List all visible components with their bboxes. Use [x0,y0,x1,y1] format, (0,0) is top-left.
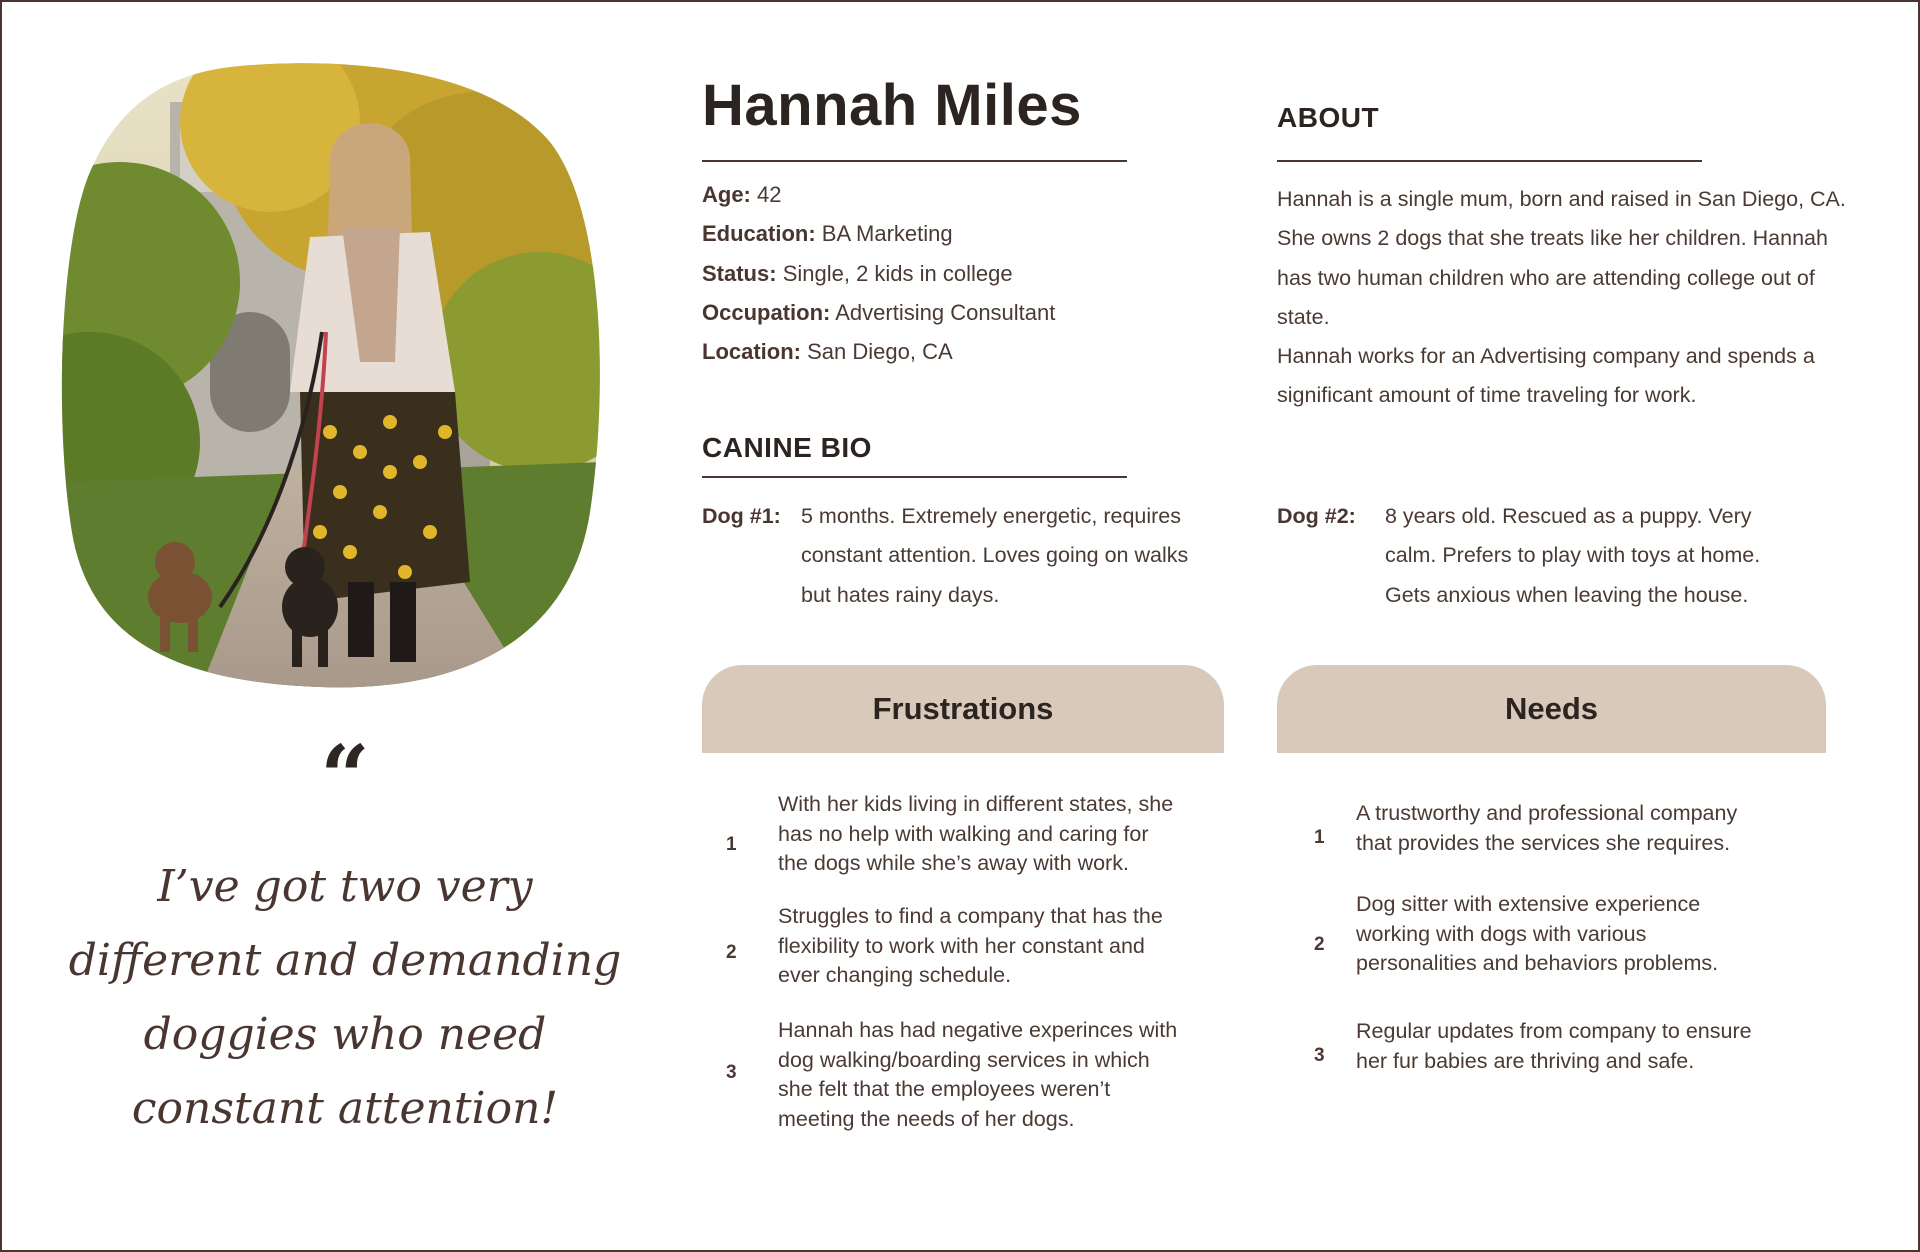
frustrations-header: Frustrations [702,665,1224,753]
needs-header: Needs [1277,665,1826,753]
item-number: 3 [1314,1045,1325,1066]
detail-value: Single, 2 kids in college [782,260,1013,286]
item-number: 3 [726,1062,737,1083]
about-body [1277,180,1847,416]
detail-occupation [702,293,1142,332]
persona-photo [60,62,602,690]
item-number: 1 [1314,827,1325,848]
detail-location [702,332,1142,371]
detail-label: Status: [702,260,777,286]
detail-label: Age: [702,182,751,207]
persona-quote: I’ve got two very different and demanding doggies who need constant attention! [68,861,622,1134]
detail-age [702,175,1142,214]
item-number: 2 [726,942,737,963]
about-divider [1277,160,1702,162]
name-divider [702,160,1127,162]
quote-mark: “ [320,727,370,828]
persona-name: Hannah Miles [702,73,1082,138]
about-paragraph: Hannah is a single mum, born and raised in San Diego, CA. She owns 2 dogs that she treats like her children. Hannah has two human children who are attending college out of state. [1277,187,1846,329]
need-item [1314,1017,1794,1079]
dog-label: Dog #1: [702,504,781,528]
item-text: A trustworthy and professional company that provides the services she requires. [1356,801,1738,855]
item-text: Hannah has had negative experinces with dog walking/boarding services in which she felt that the employees weren’t meeting the needs of her dogs. [778,1018,1178,1131]
item-text: Regular updates from company to ensure her fur babies are thriving and safe. [1356,1019,1752,1073]
item-text: Struggles to find a company that has the flexibility to work with her constant and ever changing schedule. [778,904,1163,987]
item-number: 2 [1314,934,1325,955]
frustration-item [726,790,1186,880]
detail-status [702,254,1142,293]
dog-label: Dog #2: [1277,504,1356,528]
detail-value: San Diego, CA [807,339,953,365]
about-title: ABOUT [1277,102,1380,133]
need-item [1314,890,1794,980]
persona-details [702,175,1142,371]
canine-bio-title: CANINE BIO [702,432,872,463]
about-paragraph: Hannah works for an Advertising company and spends a significant amount of time traveling for work. [1277,344,1815,408]
detail-value: 42 [757,182,782,207]
item-text: With her kids living in different states, she has no help with walking and caring for the dogs while she’s away with work. [778,792,1174,875]
dog-description: 8 years old. Rescued as a puppy. Very calm. Prefers to play with toys at home. Gets anxious when leaving the house. [1385,504,1761,607]
detail-label: Occupation: [702,299,831,325]
frustration-item [726,1016,1186,1136]
detail-value: Advertising Consultant [835,299,1056,325]
item-text: Dog sitter with extensive experience working with dogs with various personalities and behaviors problems. [1356,892,1719,975]
canine-bio-divider [702,476,1127,478]
detail-label: Location: [702,339,801,365]
need-item [1314,799,1794,861]
dog-description: 5 months. Extremely energetic, requires constant attention. Loves going on walks but hates rainy days. [801,504,1189,607]
detail-label: Education: [702,221,816,247]
frustration-item [726,902,1186,992]
detail-value: BA Marketing [821,221,953,247]
item-number: 1 [726,834,737,855]
detail-education [702,214,1142,253]
